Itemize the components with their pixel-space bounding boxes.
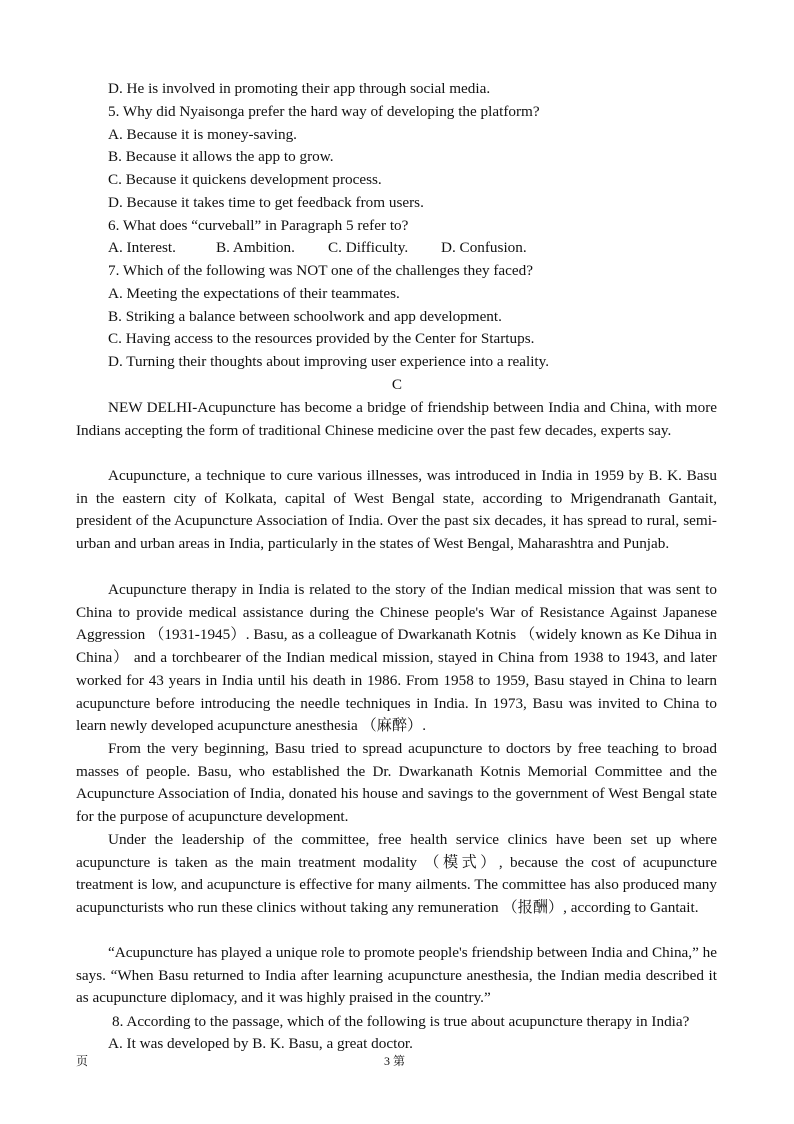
- q4-option-d: D. He is involved in promoting their app through social media.: [108, 80, 491, 97]
- passage-paragraph-6: “Acupuncture has played a unique role to promote people's friendship between India and China,” he says. “When Basu returned to India after learning acupuncture anesthesia, the Indian media described it as acupuncture diplomacy, and it was highly praised in the country.”: [76, 944, 717, 1007]
- passage-paragraph-5: Under the leadership of the committee, free health service clinics have been set up where acupuncture is taken as the main treatment modality （模式）, because the cost of acupuncture treatment is low, and acupuncture is effective for many ailments. The committee has also produced many acupuncturists who run these clinics without taking any remuneration （报酬）, according to Gantait.: [76, 831, 717, 917]
- passage-paragraph-1: NEW DELHI-Acupuncture has become a bridge of friendship between India and China, with more Indians accepting the form of traditional Chinese medicine over the past few decades, experts say.: [76, 399, 717, 439]
- q6-options: [108, 238, 527, 257]
- q7-stem: 7. Which of the following was NOT one of the challenges they faced?: [108, 262, 533, 279]
- q6-option-c: C. Difficulty.: [328, 239, 409, 256]
- section-c-heading: C: [391, 376, 403, 393]
- q7-option-a: A. Meeting the expectations of their teammates.: [108, 285, 400, 302]
- q8-option-a: A. It was developed by B. K. Basu, a great doctor.: [108, 1035, 413, 1052]
- q6-option-d: D. Confusion.: [441, 239, 527, 256]
- q6-stem: 6. What does “curveball” in Paragraph 5 refer to?: [108, 217, 409, 234]
- q7-option-b: B. Striking a balance between schoolwork and app development.: [108, 308, 502, 325]
- footer-page-number: 3 第: [384, 1054, 406, 1068]
- passage-paragraph-2: Acupuncture, a technique to cure various illnesses, was introduced in India in 1959 by B. K. Basu in the eastern city of Kolkata, capital of West Bengal state, according to Mrigendranath Gantait, president of the Acupuncture Association of India. Over the past six decades, it has spread to rural, semi-urban and urban areas in India, particularly in the states of West Bengal, Maharashtra and Punjab.: [76, 467, 717, 553]
- q6-option-b: B. Ambition.: [216, 239, 295, 256]
- q7-option-d: D. Turning their thoughts about improving user experience into a reality.: [108, 353, 550, 370]
- q5-option-d: D. Because it takes time to get feedback from users.: [108, 194, 424, 211]
- q5-option-a: A. Because it is money-saving.: [108, 126, 297, 143]
- q5-stem: 5. Why did Nyaisonga prefer the hard way of developing the platform?: [108, 103, 540, 120]
- passage-paragraph-3: Acupuncture therapy in India is related to the story of the Indian medical mission that was sent to China to provide medical assistance during the Chinese people's War of Resistance Against Japanese Aggression （1931-1945）. Basu, as a colleague of Dwarkanath Kotnis （widely known as Ke Dihua in China） and a torchbearer of the Indian medical mission, stayed in China from 1938 to 1943, and later worked for 43 years in India until his death in 1986. From 1958 to 1959, Basu stayed in China to learn acupuncture before introducing the needle techniques in India. In 1973, Basu was invited to China to learn newly developed acupuncture anesthesia （麻醉）.: [76, 581, 717, 735]
- q6-option-a: A. Interest.: [108, 239, 176, 256]
- passage-paragraph-4: From the very beginning, Basu tried to spread acupuncture to doctors by free teaching to broad masses of people. Basu, who established the Dr. Dwarkanath Kotnis Memorial Committee and the Acupuncture Association of India, donated his house and savings to the government of West Bengal state for the purpose of acupuncture development.: [76, 740, 717, 826]
- q5-option-c: C. Because it quickens development process.: [108, 171, 382, 188]
- q5-option-b: B. Because it allows the app to grow.: [108, 148, 334, 165]
- q8-stem: 8. According to the passage, which of the following is true about acupuncture therapy in India?: [112, 1013, 690, 1030]
- footer-page-label: 页: [76, 1054, 89, 1068]
- q7-option-c: C. Having access to the resources provided by the Center for Startups.: [108, 330, 535, 347]
